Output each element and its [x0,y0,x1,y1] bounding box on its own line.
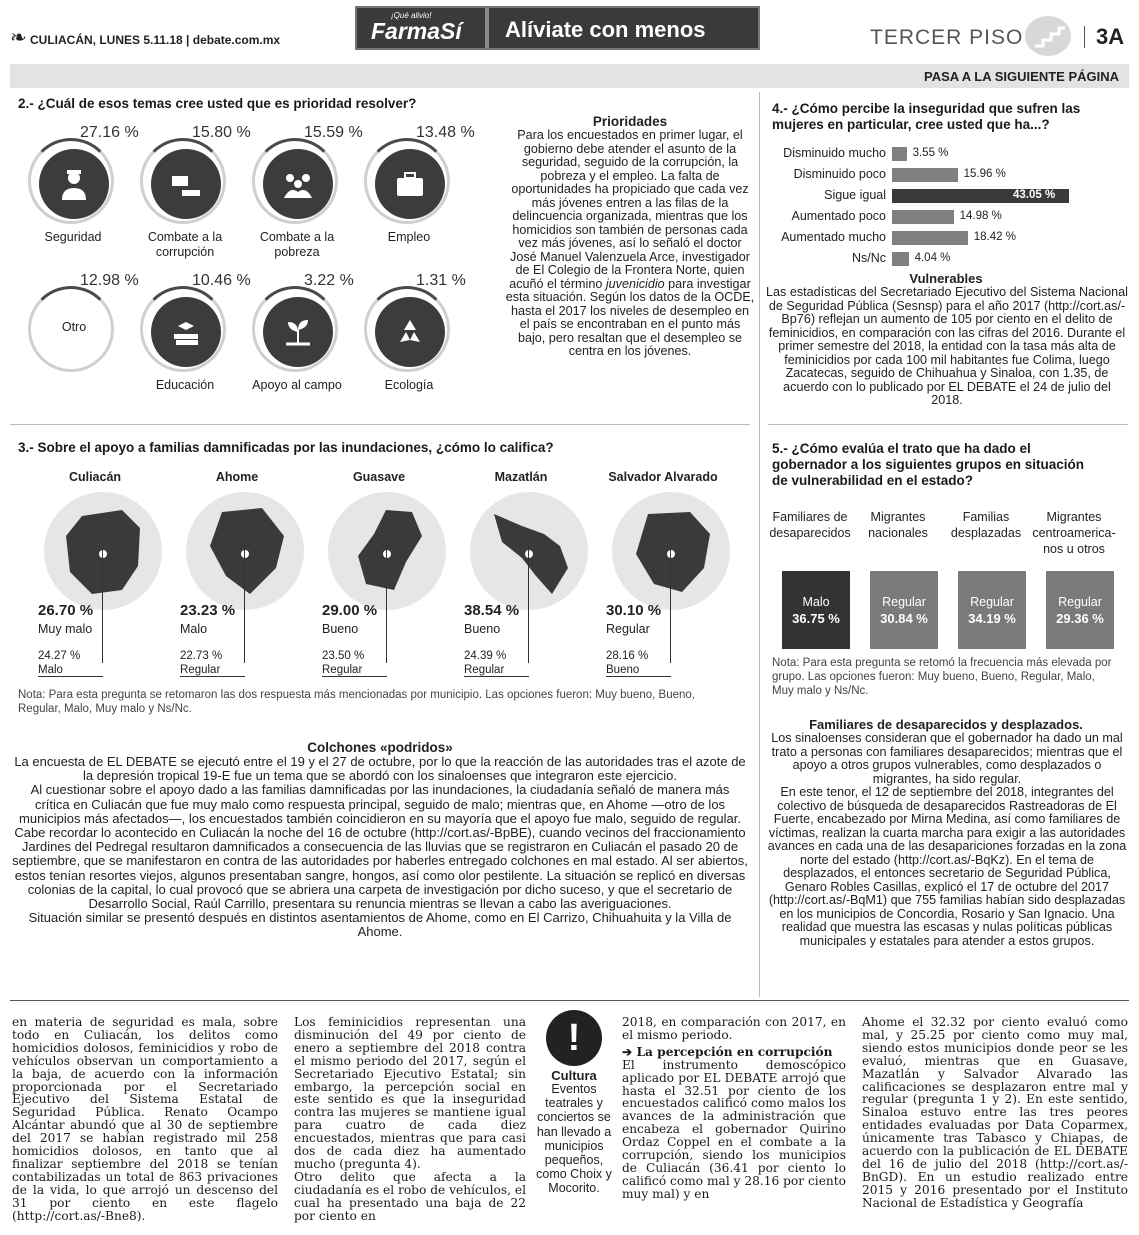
q2-item [28,268,140,413]
q2-percent: 13.48 % [416,124,475,141]
recycle-icon [375,297,445,367]
rating-percent: 36.75 % [792,611,840,626]
municipality-item [598,462,738,692]
corrupcion-subhead: La percepción en corrupción [636,1044,833,1059]
bribe-icon [151,149,221,219]
farmasi-ad[interactable] [355,6,760,50]
police-officer-icon [39,149,109,219]
q5-title: 5.- ¿Cómo evalúa el trato que ha dado el gobernador a los siguientes grupos en situación de vulnerabilidad en el estado? [772,441,1085,488]
bar [892,168,958,182]
bar-category-label: Aumentado mucho [781,230,886,244]
group-item [942,505,1032,655]
second-percent: 22.73 % [180,650,223,662]
bottom-col-4: Ahome el 32.32 por ciento evaluó como mal, y 25.25 por ciento como muy mal, siendo estos municipios donde peor se les evaluó, mientras que en Guasave, Mazatlán y Salvador Alvarado las calificaciones se desplazaron entre mal y regular (pregunta 1 y 2). En este sentido, Sinaloa estuvo entre las tres peores entidades evaluadas por Data Coparmex, únicamente tras Tabasco y Chiapas, de acuerdo con la publicación de EL DEBATE del 16 de julio del 2018 (http://cort.as/-BnGD). En un estudio realizado entre 2015 y 2016 presentado por el Instituto Nacional de Estadística y Geografía [862,1015,1128,1210]
vulnerables-title: Vulnerables [909,271,983,286]
colchones-title: Colchones «podridos» [307,740,453,755]
people-icon [263,149,333,219]
top-rating: Bueno [464,622,501,636]
group-name: Migrantes centroamerica-nos u otros [1032,510,1116,556]
municipality-item [30,462,170,692]
q2-item [252,268,364,413]
rating-label: Regular [970,595,1014,609]
q2-label: Empleo [387,230,431,244]
rating-percent: 34.19 % [968,611,1016,626]
bar [892,231,968,245]
municipality-map [44,492,162,610]
rating-label: Regular [1058,595,1102,609]
group-name: Familiares de desaparecidos [769,510,851,540]
group-name: Familias desplazadas [950,510,1022,540]
edition-line: CULIACÁN, LUNES 5.11.18 | debate.com.mx [30,33,281,47]
bar-category-label: Disminuido poco [793,167,886,181]
cultura-text: Eventos teatrales y conciertos se han llevado a municipios pequeños, como Choix y Mocorito. [536,1082,612,1196]
q2-label: Educación [155,378,215,392]
q2-percent: 12.98 % [80,272,139,289]
q2-label: Otro [61,320,87,334]
bar-category-label: Aumentado poco [791,209,886,223]
bar-category-label: Ns/Nc [851,251,886,265]
q2-percent: 1.31 % [416,272,466,289]
q2-label: Combate a la pobreza [259,230,335,259]
masthead [0,0,1139,60]
rating-box [958,571,1026,649]
top-percent: 23.23 % [180,602,236,619]
bar-value-label: 15.96 % [963,168,1006,180]
feather-logo-icon: ❧ [10,27,27,49]
books-icon [151,297,221,367]
prioridades-title: Prioridades [592,114,668,129]
arrow-icon: ➔ [622,1044,637,1059]
group-item [766,505,856,655]
group-item [854,505,944,655]
q2-item [28,120,140,265]
q3-title: 3.- Sobre el apoyo a familias damnificadas por las inundaciones, ¿cómo lo califica? [18,440,554,455]
municipality-map [186,492,304,610]
colchones-text: La encuesta de EL DEBATE se ejecutó entre el 19 y el 27 de octubre, por lo que la reacción de las autoridades tras el azote de la depresión tropical 19-E fue un tema que se abordó con los sinaloenses que integraron este ejercicio. Al cuestionar sobre el apoyo dado a las familias damnificadas por las inundaciones, la ciudadanía señaló de manera más crítica en Culiacán que fue muy malo como respuesta principal, seguido de malo; mientras que, en Ahome —otro de los municipios más afectados—, los encuestados también coincidieron en su mayoría que el apoyo fue malo, seguido de regular. Cabe recordar lo acontecido en Culiacán la noche del 16 de octubre (http://cort.as/-BpBE), cuando vecinos del fraccionamiento Jardines del Pedregal resultaron damnificados a consecuencia de las lluvias que se registraron en Culiacán el pasado 20 de septiembre, que se manifestaron en contra de las autoridades por haberles entregado colchones en mal estado. Al ser abiertos, estos tenían resortes viejos, algunos presentaban sangre, hongos, así como olor pestilente. La situación se replicó en diversas colonias de la capital, lo cual provocó que se abriera una carpeta de investigación por dicho suceso, y que el secretario de Desarrollo Social, Raúl Carrillo, presentara su renuncia mientras se llevan a cabo las averiguaciones. Situación similar se presentó después en distintos asentamientos de Ahome, como en El Carrizo, Chihuahuita y la Villa de Ahome. [12,754,748,940]
municipality-item [172,462,312,692]
bar-value-label: 18.42 % [973,231,1016,243]
top-percent: 30.10 % [606,602,662,619]
q2-percent: 10.46 % [192,272,251,289]
q5-note: Nota: Para esta pregunta se retomó la frecuencia más elevada por grupo. Las opciones fueron: Muy bueno, Bueno, Regular, Malo, Muy malo y Ns/Nc. [772,657,1112,697]
top-rating: Malo [180,622,208,636]
q2-percent: 15.59 % [304,124,363,141]
bottom-col-3: 2018, en comparación con 2017, en el mismo periodo. ➔ La percepción en corrupción El instrumento demoscópico aplicado por EL DEBATE arrojó que hasta el 32.51 por ciento de los encuestados calificó como malos los avances de la administración que encabeza el gobernador Quirino Ordaz Coppel en el combate a la corrupción, siendo los municipios de Culiacán (36.41 por ciento lo calificó como mal y 28.16 por ciento muy mal) y en [622,1015,846,1201]
second-percent: 24.39 % [464,650,507,662]
q2-item [140,120,252,265]
page-number: 3A [1096,24,1125,49]
bar [892,252,909,266]
stairs-icon [1025,16,1071,56]
bar-value-label: 43.05 % [1012,189,1056,201]
q2-item [140,268,252,413]
rating-percent: 30.84 % [880,611,928,626]
municipality-item [314,462,454,692]
second-rating: Regular [180,664,221,676]
q4-chart [766,140,1126,275]
q2-percent: 27.16 % [80,124,139,141]
q2-item [364,120,476,265]
second-percent: 23.50 % [322,650,365,662]
q2-label: Ecología [384,378,434,392]
rating-box [782,571,850,649]
bar [892,210,954,224]
municipality-map [612,492,730,610]
group-item [1030,505,1120,655]
bar-category-label: Sigue igual [824,188,886,202]
rating-label: Regular [882,595,926,609]
cultura-box [536,1010,612,1230]
municipality-name: Mazatlán [494,470,548,484]
rating-box [870,571,938,649]
q2-item [364,268,476,413]
q3-maps [0,462,760,692]
q2-item [252,120,364,265]
exclamation-icon: ! [546,1010,602,1066]
bar-value-label: 4.04 % [914,252,951,264]
top-percent: 29.00 % [322,602,378,619]
bottom-col-2: Los feminicidios representan una disminución del 49 por ciento de enero a septiembre del 2018 contra el mismo periodo del 2017, según el Secretariado Ejecutivo Estatal; sin embargo, la percepción social en este sentido es que la inseguridad contra las mujeres se mantiene igual para cuatro de cada diez encuestados, mientras que para casi dos de cada diez ha aumentado mucho (pregunta 4). Otro delito que afecta a la ciudadanía es el robo de vehículos, el cual ha presentado una baja de 22 por ciento en [294,1015,526,1223]
second-rating: Regular [322,664,363,676]
q2-label: Apoyo al campo [252,378,342,392]
second-percent: 28.16 % [606,650,649,662]
q3-note: Nota: Para esta pregunta se retomaron las dos respuesta más mencionadas por municipio. Las opciones fueron: Muy bueno, Bueno, Regular, Malo, Muy malo y Ns/Nc. [18,689,695,715]
q2-label: Seguridad [44,230,102,244]
top-percent: 26.70 % [38,602,94,619]
prioridades-text: Para los encuestados en primer lugar, el gobierno debe atender el asunto de la seguridad, seguido de la corrupción, la pobreza y el empleo. La falta de oportunidades ha propiciado que cada vez más jóvenes entren a las filas de la delincuencia organizada, mientras que los homicidios son también de personas cada vez más jóvenes, así lo señaló el doctor José Manuel Valenzuela Arce, investigador de El Colegio de la Frontera Norte, quien acuñó el término juvenicidio para investigar esta situación. Según los datos de la OCDE, hasta el 2017 los niveles de desempleo en el país se encontraban en el punto más bajo, pero resaltan que el desempleo se centra en los jóvenes. [505,128,755,358]
group-name: Migrantes nacionales [868,510,928,540]
familiares-text: Los sinaloenses consideran que el gobernador ha dado un mal trato a personas con familiares desaparecidos; mientras que el apoyo a otros grupos vulnerables, como desplazados o migrantes, ha sido regular. En este tenor, el 12 de septiembre del 2018, integrantes del colectivo de búsqueda de desaparecidos Rastreadoras de El Fuerte, encabezado por Mirna Medina, así como familiares de víctimas, realizan la cuarta marcha para exigir a las autoridades avances en cada una de las desapariciones forzadas en la zona norte del estado (http://cort.as/-BqKz). En el tema de desplazados, el entonces secretario de Seguridad Pública, Genaro Robles Casillas, explicó el 17 de octubre del 2017 (http://cort.as/-BqM1) que 755 familias habían sido desplazadas en los municipios de Concordia, Rosario y San Ignacio. Una realidad que muestra las escasas y nulas políticas públicas municipales y estatales para atender a estos grupos. [767,731,1127,948]
q2-percent: 3.22 % [304,272,354,289]
top-rating: Bueno [322,622,359,636]
ad-brand: FarmaSí [371,18,462,44]
section-title: TERCER PISO [870,26,1024,49]
vulnerables-text: Las estadísticas del Secretariado Ejecutivo del Sistema Nacional de Seguridad Pública (Sesnsp) para el año 2017 (http://cort.as/-Bp76) reflejan un aumento de 105 por ciento en el delito de feminicidios, en comparación con las cifras del 2016. Durante el primer semestre del 2018, la entidad con la tasa más alta de feminicidios por cada 100 mil habitantes fue Colima, luego Zacatecas, seguido de Chihuahua y Sinaloa, con 1.35, de acuerdo con lo publicado por EL DEBATE el 24 de julio del 2018. [766,285,1128,407]
ad-slogan: Alíviate con menos [505,17,706,42]
municipality-name: Salvador Alvarado [608,470,718,484]
top-rating: Regular [606,622,650,636]
second-rating: Malo [38,664,63,676]
q2-title: 2.- ¿Cuál de esos temas cree usted que es prioridad resolver? [18,96,417,111]
municipality-name: Guasave [352,470,406,484]
q5-groups [766,505,1131,655]
municipality-map [470,492,588,610]
second-rating: Regular [464,664,505,676]
ad-tag: ¡Qué alivio! [391,11,432,20]
municipality-map [328,492,446,610]
second-rating: Bueno [606,664,640,676]
q2-grid [0,120,500,420]
rating-box [1046,571,1114,649]
bar [892,147,907,161]
top-rating: Muy malo [38,622,93,636]
q2-label: Combate a la corrupción [147,230,223,259]
q2-percent: 15.80 % [192,124,251,141]
rating-label: Malo [802,595,830,609]
bar-category-label: Disminuido mucho [783,146,886,160]
rating-percent: 29.36 % [1056,611,1104,626]
municipality-name: Ahome [215,470,259,484]
next-page-banner: PASA A LA SIGUIENTE PÁGINA [10,64,1129,88]
familiares-title: Familiares de desaparecidos y desplazados. [809,717,1083,732]
bar-value-label: 14.98 % [959,210,1002,222]
municipality-item [456,462,596,692]
cultura-title: Cultura [551,1068,597,1083]
briefcase-icon [375,149,445,219]
top-percent: 38.54 % [464,602,520,619]
bottom-col-1: en materia de seguridad es mala, sobre todo en Culiacán, los delitos como homicidios dolosos, feminicidios y robo de vehículos observan un comportamiento a la baja, de acuerdo con la información proporcionada por el Secretariado Ejecutivo del Sistema Estatal de Seguridad Pública. Renato Ocampo Alcántar abundó que al 30 de septiembre del 2017 se habían registrado mil 258 homicidios dolosos, en tanto que al finalizar septiembre del 2018 se tenían contabilizadas un total de 863 privaciones de la vida, lo que arrojó un descenso del 31 por ciento en este flagelo (http://cort.as/-Bne8). [12,1015,278,1223]
second-percent: 24.27 % [38,650,81,662]
bar-value-label: 3.55 % [912,147,949,159]
plant-icon [263,297,333,367]
municipality-name: Culiacán [68,470,122,484]
q4-title: 4.- ¿Cómo percibe la inseguridad que sufren las mujeres en particular, cree usted que ha...? [772,101,1081,132]
